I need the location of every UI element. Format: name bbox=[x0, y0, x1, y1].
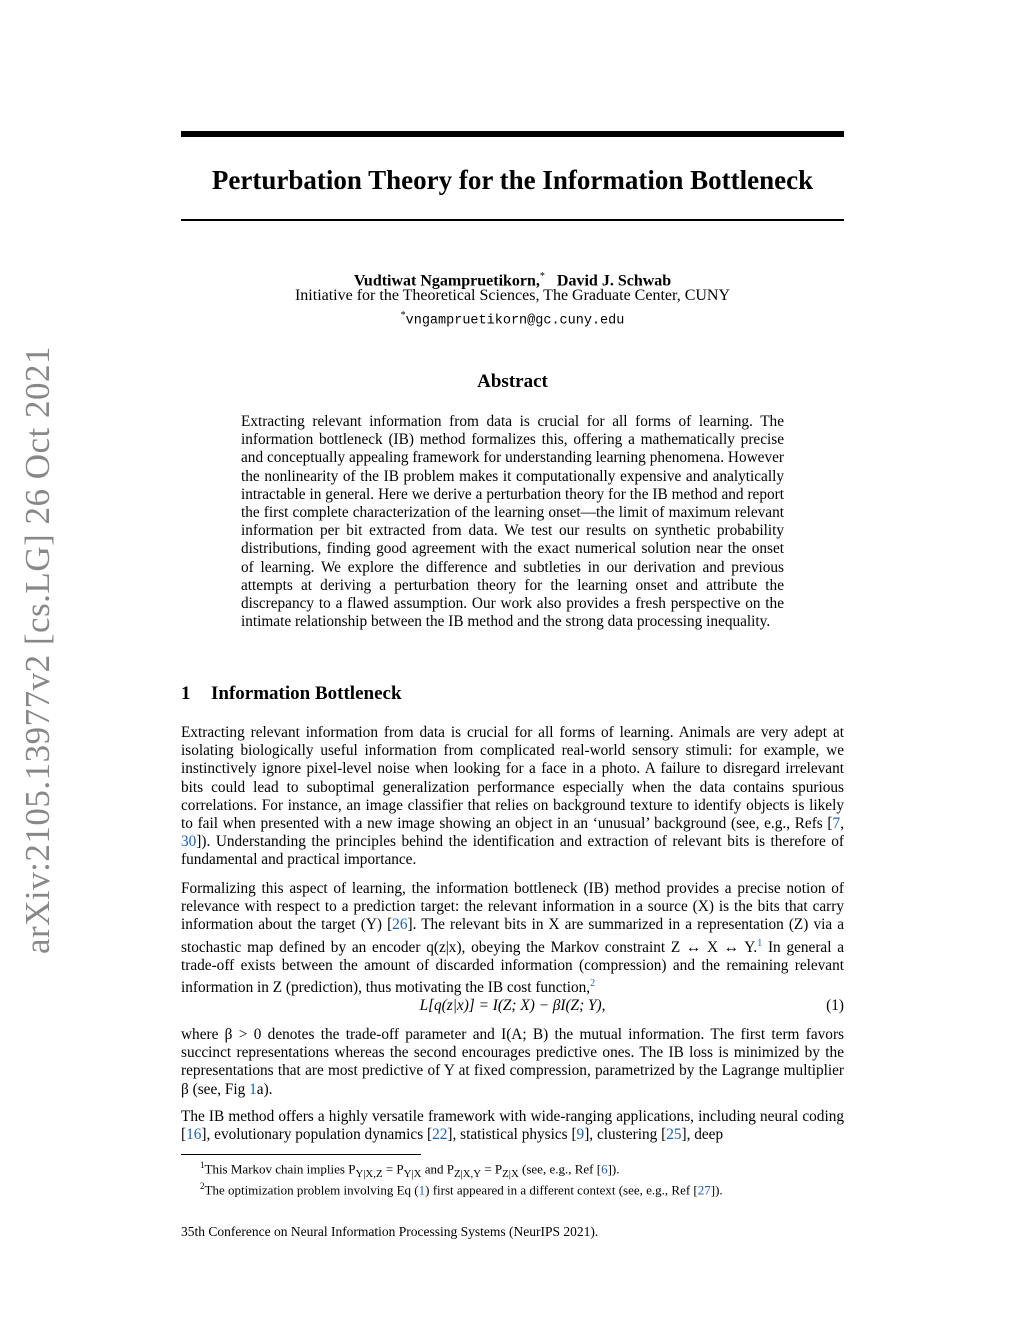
citation-link[interactable]: 9 bbox=[576, 1126, 585, 1144]
figure-link[interactable]: 1 bbox=[249, 1080, 257, 1098]
section-heading bbox=[181, 683, 402, 705]
footnote-1-text: = P bbox=[481, 1161, 503, 1177]
footnote-1-text: ]). bbox=[607, 1161, 620, 1177]
title-top-rule bbox=[181, 131, 844, 137]
paragraph-2-text-c: In general a trade-off exists between the amount of discarded information (compression) and the remaining relevant information in Z (prediction), thus motivating the IB cost function, bbox=[181, 938, 844, 997]
footnote-2-text: ) first appeared in a different context (see, e.g., Ref [ bbox=[425, 1182, 698, 1198]
citation-link[interactable]: 16 bbox=[186, 1126, 202, 1144]
footnote-1-subscript: Y|X bbox=[403, 1167, 422, 1180]
paragraph-4 bbox=[181, 1108, 844, 1144]
arxiv-stamp bbox=[8, 345, 68, 955]
venue-note: 35th Conference on Neural Information Processing Systems (NeurIPS 2021). bbox=[181, 1224, 599, 1239]
paragraph-1-text-b: ]). Understanding the principles behind the identification and extraction of relevant bits is therefore of fundamental and practical importance. bbox=[181, 833, 844, 869]
citation-link[interactable]: 6 bbox=[601, 1161, 608, 1177]
paragraph-2-text-a: Formalizing this aspect of learning, the information bottleneck (IB) method provides a precise notion of relevance with respect to a prediction target: the relevant information in a source (X) is the bits that carry information about the target (Y) [ bbox=[181, 880, 844, 934]
equation-link[interactable]: 1 bbox=[418, 1182, 426, 1198]
paragraph-1-text-a: Extracting relevant information from data is crucial for all forms of learning. Animals are very adept at isolating biologically useful information from complicated real-world sensory stimuli: for example, we instinctively ignore pixel-level noise when looking for a face in a photo. A failure to disregard irrelevant bits could lead to suboptimal generalization performance especially when the data contains spurious correlations. For instance, an image classifier that relies on background texture to identify objects is likely to fail when presented with a new image showing an object in an ‘unusual’ background (see, e.g., Refs [ bbox=[181, 724, 844, 833]
equation-expression: L[q(z|x)] = I(Z; X) − βI(Z; Y), bbox=[419, 997, 606, 1014]
paragraph-3-text-a: where β > 0 denotes the trade-off parameter and I(A; B) the mutual information. The first term favors succinct representations whereas the second encourages predictive ones. The IB loss is minimized by the representations that are most predictive of Y at fixed compression, parametrized by the Lagrange multiplier β (see, Fig bbox=[181, 1026, 844, 1098]
paragraph-1 bbox=[181, 724, 844, 870]
paragraph-2-text-b: ]. The relevant bits in X are summarized in a representation (Z) via a stochastic map defined by an encoder q(z|x), obeying the Markov constraint Z ↔ X ↔ Y. bbox=[181, 916, 845, 956]
paragraph-3 bbox=[181, 1026, 844, 1099]
footnote-1-subscript: Z|X bbox=[502, 1167, 519, 1180]
affiliation: Initiative for the Theoretical Sciences, The Graduate Center, CUNY bbox=[294, 287, 731, 304]
paragraph-4-text-d: ], clustering [ bbox=[584, 1126, 667, 1144]
footnote-2-text: ]). bbox=[710, 1182, 723, 1198]
footnote-1-subscript: Z|X,Y bbox=[453, 1167, 482, 1180]
email-address[interactable]: vngampruetikorn@gc.cuny.edu bbox=[405, 313, 625, 329]
paragraph-3-text-b: a). bbox=[256, 1080, 273, 1098]
footnote-1-mark: 1 bbox=[200, 1160, 205, 1170]
author-first: Vudtiwat Ngampruetikorn, bbox=[353, 272, 540, 290]
citation-link[interactable]: 26 bbox=[392, 916, 408, 934]
citation-link[interactable]: 22 bbox=[432, 1126, 448, 1144]
citation-link[interactable]: 30 bbox=[181, 833, 197, 851]
footnote-1-text: (see, e.g., Ref [ bbox=[518, 1161, 602, 1177]
section-number: 1 bbox=[181, 683, 191, 704]
abstract-text: Extracting relevant information from data is crucial for all forms of learning. The information bottleneck (IB) method formalizes this, offering a mathematically precise and conceptually appealing framework for understanding learning phenomena. However the nonlinearity of the IB problem makes it computationally expensive and analytically intractable in general. Here we derive a perturbation theory for the IB method and report the first complete characterization of the learning onset—the limit of maximum relevant information per bit extracted from data. We test our results on synthetic probability distributions, finding good agreement with the exact numerical solution near the onset of learning. We explore the difference and subtleties in our derivation and previous attempts at deriving a perturbation theory for the learning onset and attribute the discrepancy to a flawed assumption. Our work also provides a fresh perspective on the intimate relationship between the IB method and the strong data processing inequality. bbox=[241, 413, 784, 631]
footnote-2 bbox=[200, 1177, 840, 1199]
paragraph-4-text-c: ], statistical physics [ bbox=[447, 1126, 577, 1144]
email-line bbox=[181, 306, 844, 332]
equation-number: (1) bbox=[826, 997, 844, 1014]
footnote-marker[interactable]: 1 bbox=[757, 937, 763, 949]
citation-link[interactable]: 27 bbox=[697, 1182, 711, 1198]
paragraph-4-text-e: ], deep bbox=[681, 1126, 724, 1144]
citation-link[interactable]: 25 bbox=[666, 1126, 682, 1144]
paper-title: Perturbation Theory for the Information Bottleneck bbox=[211, 165, 814, 195]
section-title: Information Bottleneck bbox=[211, 683, 402, 704]
author-first-mark: * bbox=[539, 271, 545, 282]
footnote-2-mark: 2 bbox=[200, 1181, 205, 1191]
arxiv-stamp-text: arXiv:2105.13977v2 [cs.LG] 26 Oct 2021 bbox=[18, 345, 57, 955]
footnote-marker[interactable]: 2 bbox=[590, 978, 596, 990]
paragraph-4-text-b: ], evolutionary population dynamics [ bbox=[201, 1126, 433, 1144]
email-mark: * bbox=[400, 310, 406, 321]
footnote-rule bbox=[181, 1154, 421, 1155]
footnote-1-text: This Markov chain implies P bbox=[204, 1161, 356, 1177]
paragraph-2 bbox=[181, 880, 844, 997]
citation-link[interactable]: 7 bbox=[832, 815, 841, 833]
footnote-2-text: The optimization problem involving Eq ( bbox=[204, 1182, 419, 1198]
abstract-heading: Abstract bbox=[477, 371, 548, 392]
author-second: David J. Schwab bbox=[556, 272, 672, 290]
footnote-1-text: = P bbox=[382, 1161, 404, 1177]
title-bottom-rule bbox=[181, 219, 844, 221]
citation-separator: , bbox=[840, 815, 844, 833]
paragraph-4-text-a: The IB method offers a highly versatile framework with wide-ranging applications, including neural coding [ bbox=[181, 1108, 844, 1144]
footnote-1-text: and P bbox=[421, 1161, 454, 1177]
footnote-1-subscript: Y|X,Z bbox=[355, 1167, 383, 1180]
